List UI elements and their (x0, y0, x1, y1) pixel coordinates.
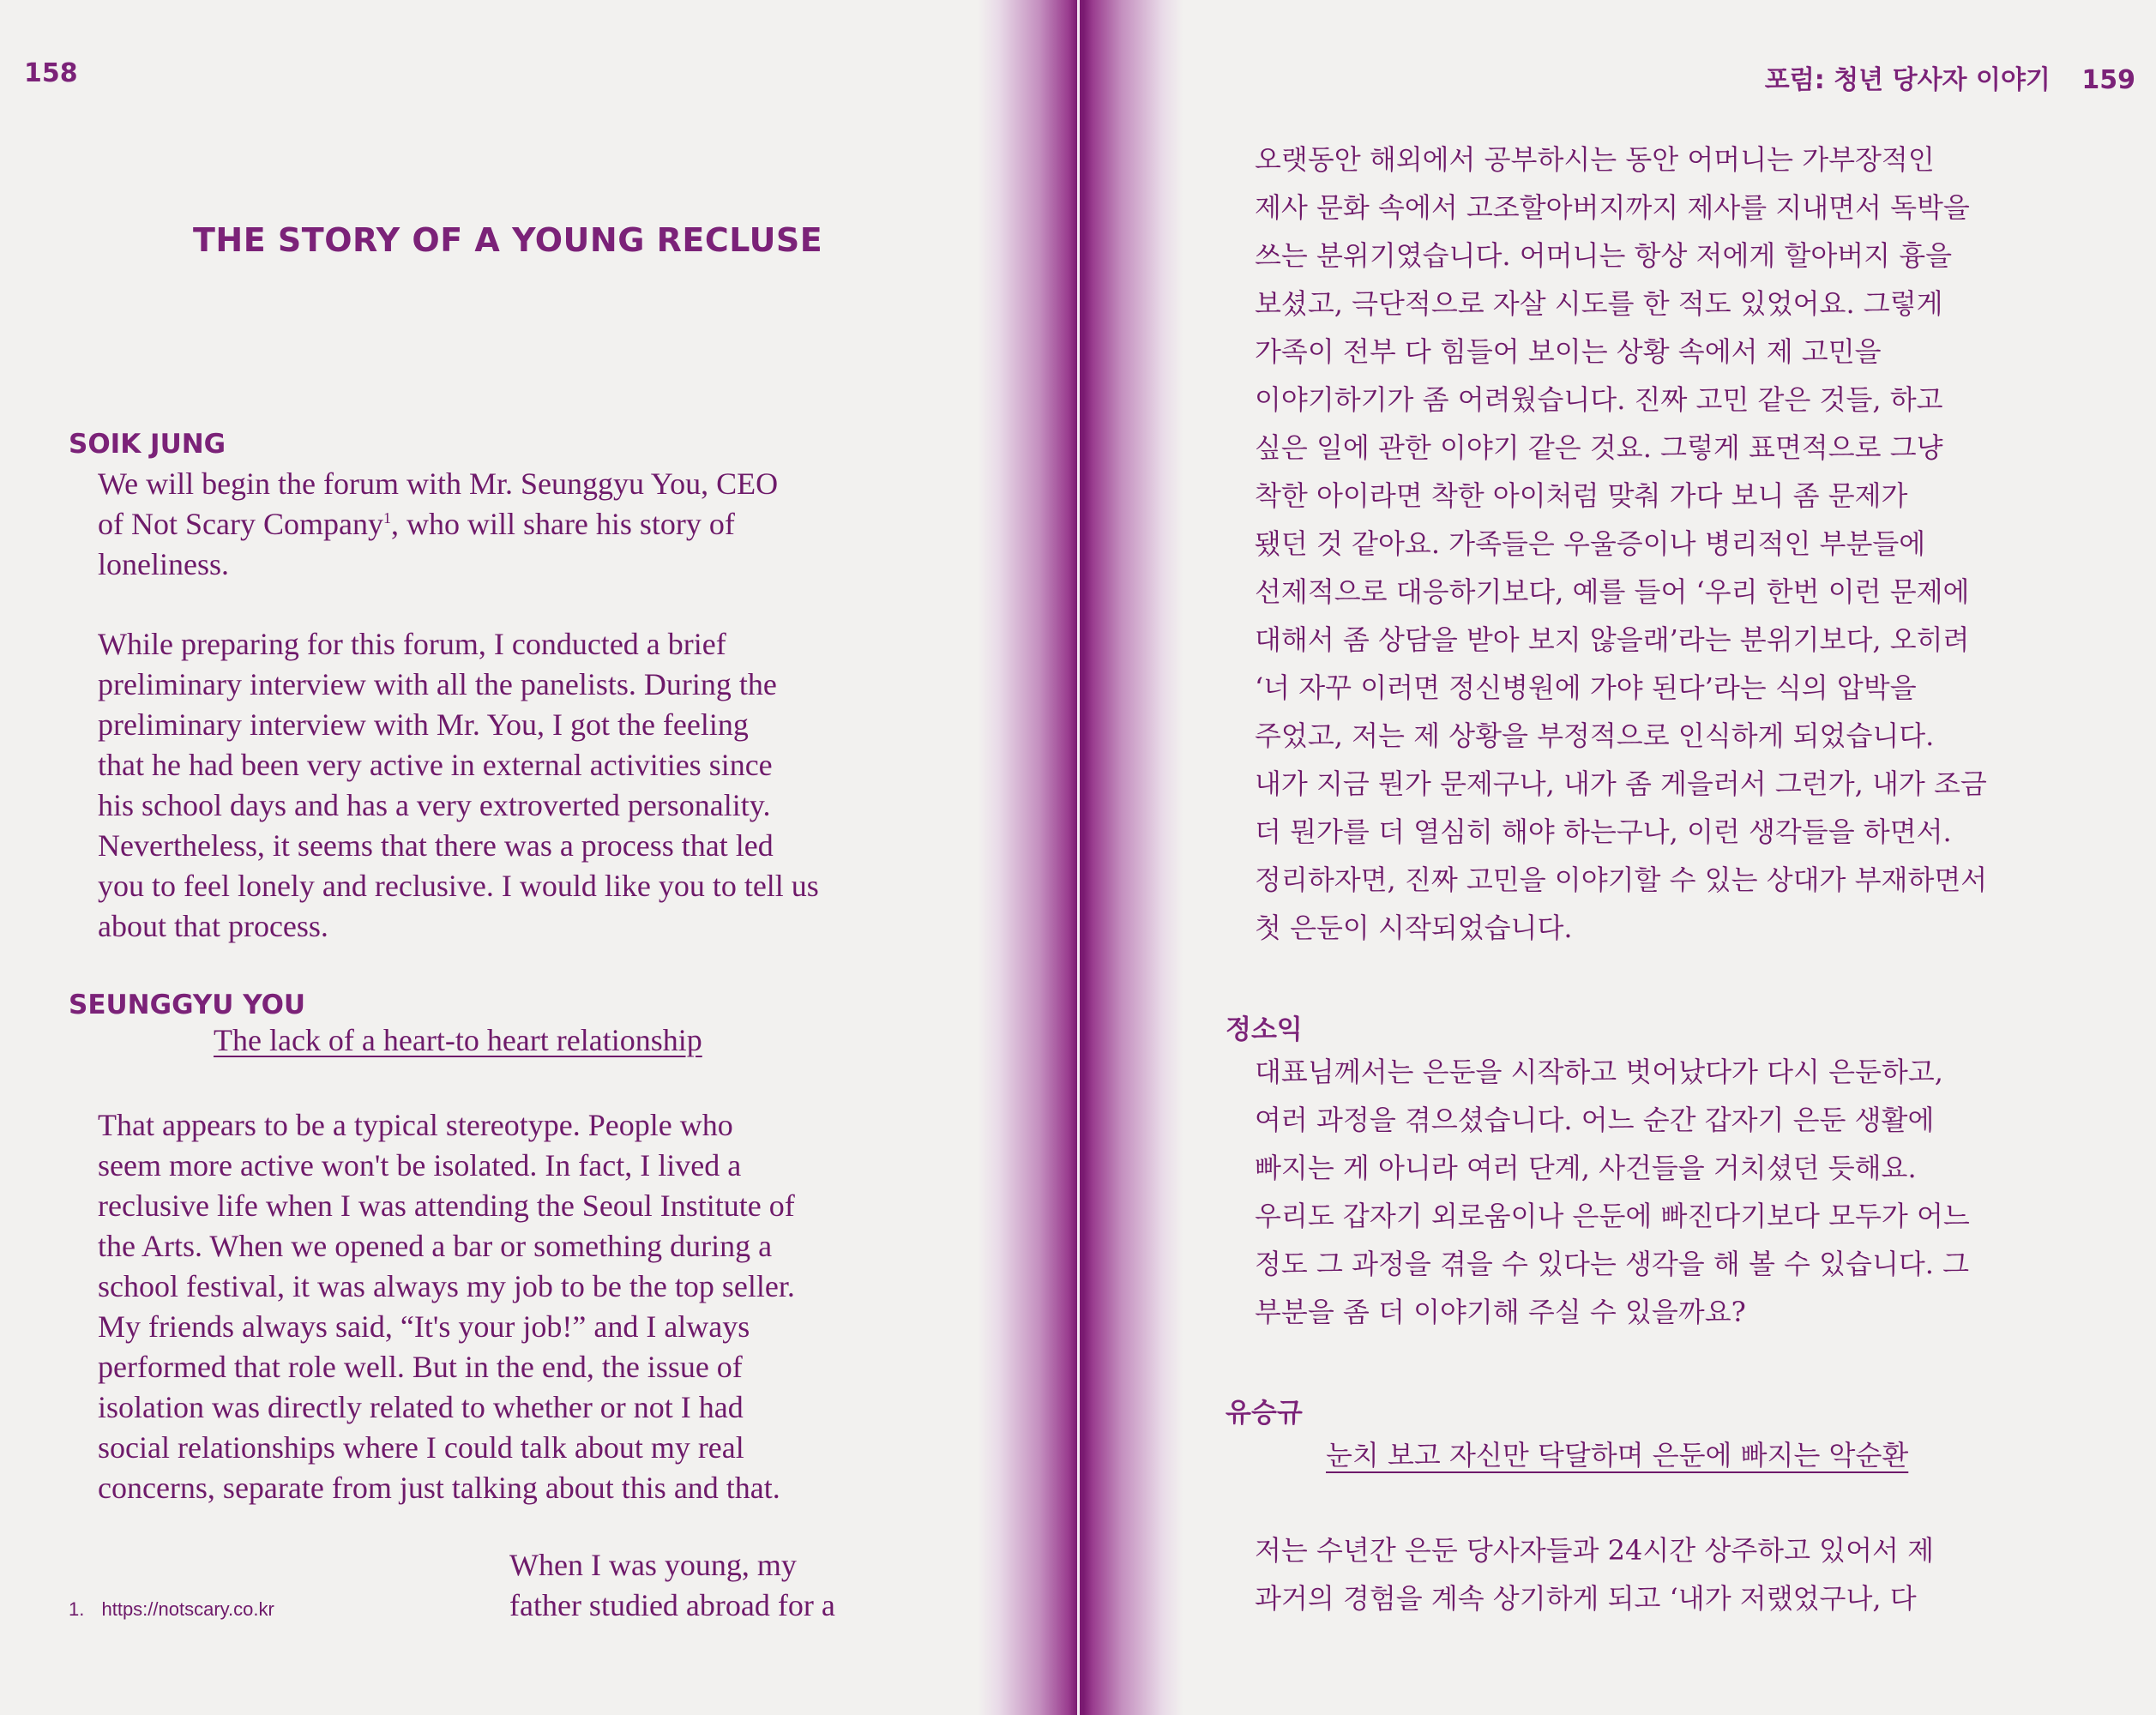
text-line: My friends always said, “It's your job!” and I always (98, 1309, 750, 1344)
text-line: social relationships where I could talk about my real (98, 1430, 744, 1465)
text-line: 오랫동안 해외에서 공부하시는 동안 어머니는 가부장적인 (1255, 143, 1935, 176)
left-page-number: 158 (24, 58, 78, 88)
text-line: preliminary interview with Mr. You, I got the feeling (98, 707, 749, 742)
text-line: 착한 아이라면 착한 아이처럼 맞춰 가다 보니 좀 문제가 (1255, 479, 1908, 512)
text-line: 주었고, 저는 제 상황을 부정적으로 인식하게 되었습니다. (1255, 719, 1935, 752)
footnote (69, 1598, 274, 1621)
text-line: 정리하자면, 진짜 고민을 이야기할 수 있는 상대가 부재하면서 (1255, 864, 1988, 896)
article-title: THE STORY OF A YOUNG RECLUSE (193, 221, 823, 259)
text-line: 내가 지금 뭔가 문제구나, 내가 좀 게을러서 그런가, 내가 조금 (1255, 767, 1987, 800)
text-line: While preparing for this forum, I conducted a brief (98, 627, 726, 661)
text-line: 빠지는 게 아니라 여러 단계, 사건들을 거치셨던 듯해요. (1255, 1152, 1917, 1184)
paragraph-preliminary-interview (98, 624, 819, 947)
text-line: 과거의 경험을 계속 상기하게 되고 ‘내가 저랬었구나, 다 (1255, 1582, 1917, 1615)
footnote-ref: 1 (382, 509, 391, 527)
text-line: When I was young, my (509, 1548, 797, 1582)
right-page-number: 159 (2081, 65, 2135, 95)
footnote-link[interactable]: https://notscary.co.kr (101, 1598, 274, 1620)
text-line: you to feel lonely and reclusive. I would like you to tell us (98, 869, 819, 903)
text-line: 쓰는 분위기였습니다. 어머니는 항상 저에게 할아버지 흉을 (1255, 239, 1953, 272)
text-line (98, 504, 778, 545)
text-line: 우리도 갑자기 외로움이나 은둔에 빠진다기보다 모두가 어느 (1255, 1200, 1970, 1232)
text-line: 첫 은둔이 시작되었습니다. (1255, 912, 1573, 944)
text-line: 대해서 좀 상담을 받아 보지 않을래’라는 분위기보다, 오히려 (1255, 623, 1970, 656)
text-line: isolation was directly related to whether or not I had (98, 1390, 744, 1424)
paragraph-korean-experience (1255, 1526, 1934, 1622)
text-line: 제사 문화 속에서 고조할아버지까지 제사를 지내면서 독박을 (1255, 191, 1970, 224)
speaker-label-yu-seunggyu: 유승규 (1226, 1398, 1303, 1429)
text-line: 가족이 전부 다 힘들어 보이는 상황 속에서 제 고민을 (1255, 335, 1882, 368)
text-line: loneliness. (98, 547, 229, 581)
text-line: 여러 과정을 겪으셨습니다. 어느 순간 갑자기 은둔 생활에 (1255, 1104, 1935, 1136)
footnote-number: 1. (69, 1598, 85, 1620)
text-line: 부분을 좀 더 이야기해 주실 수 있을까요? (1255, 1296, 1746, 1328)
text-line: 싶은 일에 관한 이야기 같은 것요. 그렇게 표면적으로 그냥 (1255, 431, 1943, 464)
text-line: preliminary interview with all the panelists. During the (98, 667, 777, 701)
text-line: 더 뭔가를 더 열심히 해야 하는구나, 이런 생각들을 하면서. (1255, 815, 1952, 848)
text-line: We will begin the forum with Mr. Seunggyu You, CEO (98, 466, 779, 501)
paragraph-intro (98, 464, 778, 585)
speaker-label-seunggyu-you: SEUNGGYU YOU (69, 990, 306, 1020)
paragraph-stereotype (98, 1105, 795, 1508)
text-line: 저는 수년간 은둔 당사자들과 24시간 상주하고 있어서 제 (1255, 1534, 1934, 1567)
text-line: 선제적으로 대응하기보다, 예를 들어 ‘우리 한번 이런 문제에 (1255, 575, 1970, 608)
text-line: That appears to be a typical stereotype. People who (98, 1108, 733, 1142)
paragraph-korean-childhood (1255, 135, 1987, 952)
text-line: Nevertheless, it seems that there was a process that led (98, 828, 774, 863)
text-line: 대표님께서는 은둔을 시작하고 벗어났다가 다시 은둔하고, (1255, 1056, 1943, 1088)
text-line: concerns, separate from just talking about this and that. (98, 1471, 780, 1505)
paragraph-childhood (509, 1545, 835, 1626)
speaker-label-jeong-soik: 정소익 (1226, 1014, 1303, 1045)
text-line: 정도 그 과정을 겪을 수 있다는 생각을 해 볼 수 있습니다. 그 (1255, 1248, 1970, 1280)
text-line: seem more active won't be isolated. In fact, I lived a (98, 1148, 742, 1182)
text-line: school festival, it was always my job to be the top seller. (98, 1269, 795, 1303)
running-header: 포럼: 청년 당사자 이야기 (1764, 65, 2051, 95)
text-line: about that process. (98, 909, 328, 943)
text-line: father studied abroad for a (509, 1588, 835, 1622)
text-line: 이야기하기가 좀 어려웠습니다. 진짜 고민 같은 것들, 하고 (1255, 383, 1943, 416)
text-line: ‘너 자꾸 이러면 정신병원에 가야 된다’라는 식의 압박을 (1255, 671, 1917, 704)
text-line: 됐던 것 같아요. 가족들은 우울증이나 병리적인 부분들에 (1255, 527, 1926, 560)
text-line: the Arts. When we opened a bar or something during a (98, 1229, 773, 1263)
text-fragment: , who will share his story of (390, 507, 735, 541)
right-page-header (1765, 58, 2135, 96)
section-subheading-korean: 눈치 보고 자신만 닥달하며 은둔에 빠지는 악순환 (1326, 1439, 1909, 1471)
text-line: 보셨고, 극단적으로 자살 시도를 한 적도 있었어요. 그렇게 (1255, 287, 1943, 320)
text-line: reclusive life when I was attending the Seoul Institute of (98, 1188, 795, 1223)
text-line: that he had been very active in external activities since (98, 748, 773, 782)
book-gutter-shadow (978, 0, 1183, 1715)
text-line: his school days and has a very extroverted personality. (98, 788, 771, 822)
text-line: performed that role well. But in the end, the issue of (98, 1350, 743, 1384)
page-fold-line (1077, 0, 1080, 1715)
paragraph-korean-question (1255, 1048, 1970, 1336)
speaker-label-soik-jung: SOIK JUNG (69, 429, 226, 460)
section-subheading: The lack of a heart-to heart relationship (214, 1023, 702, 1057)
text-fragment: of Not Scary Company (98, 507, 383, 541)
